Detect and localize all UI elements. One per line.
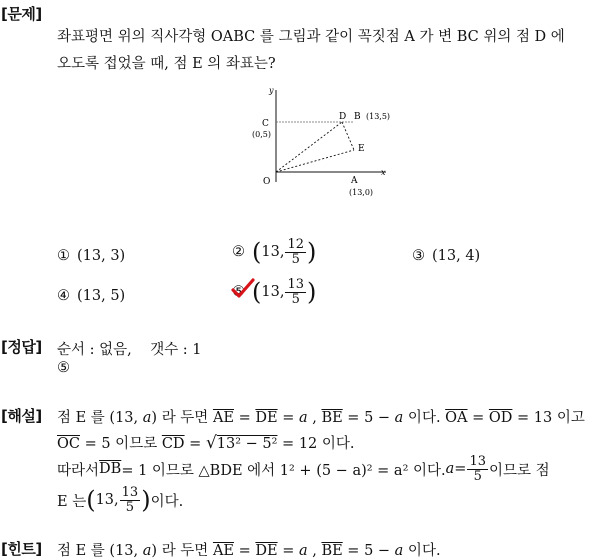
origin-label: O [263,177,271,187]
option-2-number: ② [232,244,245,261]
checkmark-icon [231,278,255,300]
geometry-figure [240,82,410,202]
question-line-2: 오도록 접었을 때, 점 E 의 좌표는? [57,56,276,72]
point-d-label: D [339,112,347,122]
explanation-line-2: $\overline{OC} = 5$ 이므로 $\overline{CD} = √13^2 - 5^2 = 12$ 이다. [57,433,355,453]
explanation-line-4: E 는 ( 13, $\frac{13}{5}$ ) 이다. [57,484,184,515]
answer-value: ⑤ [57,360,70,376]
problem-label: [문제] [1,5,42,23]
option-3-number: ③ [412,248,425,264]
option-3-text: (13, 4) [432,248,481,264]
point-b-coord: (13,5) [366,112,391,121]
y-axis-label: y [269,86,274,95]
order-label: 순서 : 없음, [57,342,132,358]
option-4-number: ④ [57,288,70,304]
explanation-line-1: 점 E 를 (13, a) 라 두면 $\overline{AE} = \overline{DE} = a$ , $\overline{BE} = 5 - a$ 이다. $\overline{OA} = \overline{OD} = 13$ 이고 [57,410,585,426]
x-axis-label: x [381,168,386,177]
point-a-coord: (13,0) [349,188,374,197]
point-c-coord: (0,5) [252,130,271,139]
option-3[interactable] [412,248,480,264]
answer-meta [57,338,202,359]
option-2[interactable]: ② ( 13, $\frac{12}{5}$ ) [232,237,317,267]
question-line-1: 좌표평면 위의 직사각형 OABC 를 그림과 같이 꼭짓점 A 가 변 BC 위의 점 D 에 [57,29,565,45]
option-1-text: (13, 3) [77,248,126,264]
explanation-label: [해설] [1,407,42,425]
option-1-number: ① [57,248,70,264]
option-5[interactable]: ⑤ ( 13, $\frac{13}{5}$ ) [232,277,317,307]
answer-label: [정답] [1,338,42,356]
point-a-label: A [351,176,358,186]
option-5-prefix: 13, [261,284,285,301]
point-b-label: B [354,112,361,122]
option-4-text: (13, 5) [77,288,126,304]
option-5-number: ⑤ [232,284,245,301]
option-2-fraction: $\frac{12}{5}$ [287,237,304,267]
count-label: 갯수 : 1 [150,342,202,358]
point-c-label: C [262,119,269,129]
option-1[interactable] [57,248,125,264]
point-e-label: E [358,144,365,154]
explanation-line-3: 따라서 $\overline{DB}$ = 1 이므로 △BDE 에서 1² + (5 − a)² = a² 이다. a = $\frac{13}{5}$ 이므로 점 [57,453,550,484]
option-5-fraction: $\frac{13}{5}$ [287,277,304,307]
hint-label: [힌트] [1,540,42,558]
option-2-prefix: 13, [261,244,285,261]
option-4[interactable] [57,288,125,304]
hint-line: 점 E 를 (13, a) 라 두면 $\overline{AE} = \overline{DE} = a$ , $\overline{BE} = 5 - a$ 이다. [57,543,441,559]
